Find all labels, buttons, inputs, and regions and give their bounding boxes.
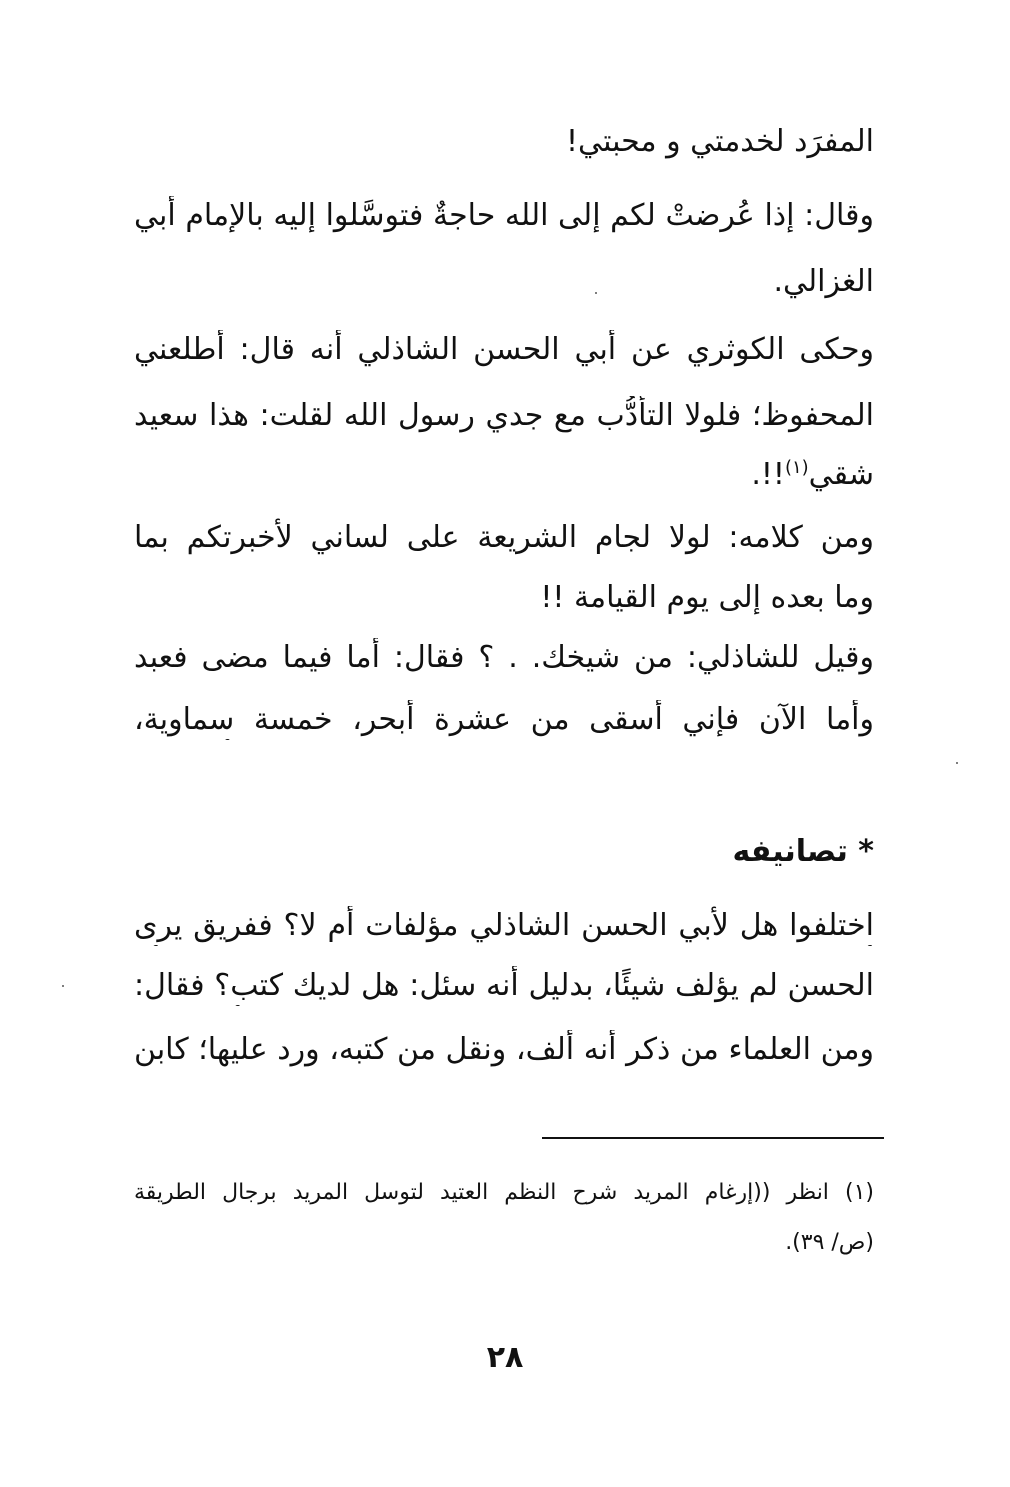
kalam-line-2: وما بعده إلى يوم القيامة !! <box>540 580 874 615</box>
section-line-3: ومن العلماء من ذكر أنه ألف، ونقل من كتبه، ورد عليها؛ كابن <box>134 1032 874 1067</box>
footnote-line-1: (١) انظر ((إرغام المريد شرح النظم العتيد لتوسل المريد برجال الطريقة <box>134 1180 874 1205</box>
footnote-divider <box>542 1137 884 1139</box>
text-line-8: وأما الآن فإني أُسقى من عشرة أبحر، خمسة سماوية، <box>134 702 874 737</box>
text-line-7: وقيل للشاذلي: من شيخك. . ؟ فقال: أما فيما مضى فعبد <box>134 640 874 675</box>
text-line-4: وحكى الكوثري عن أبي الحسن الشاذلي أنه قال: أطلعني <box>134 332 874 367</box>
footnote-line-2: (ص/ ٣٩). <box>785 1230 874 1255</box>
section-heading: * تصانيفه <box>732 834 874 869</box>
scan-speck <box>62 985 64 987</box>
text-line-2: وقال: إذا عُرضتْ لكم إلى الله حاجةٌ فتوسَّلوا إليه بالإمام أبي <box>134 198 874 233</box>
section-line-1: اختلفوا هل لأبي الحسن الشاذلي مؤلفات أم لا؟ ففريق يرى <box>134 908 874 943</box>
section-line-2: الحسن لم يؤلف شيئًا، بدليل أنه سئل: هل لديك كتب؟ فقال: <box>134 968 874 1003</box>
text-line-6-word: شقي <box>808 457 874 492</box>
kalam-line-1: ومن كلامه: لولا لجام الشريعة على لساني لأخبرتكم بما <box>134 520 874 555</box>
scan-speck <box>956 762 958 764</box>
scan-speck <box>595 292 597 294</box>
text-line-6 <box>134 448 874 495</box>
footnote-marker: (١) <box>784 457 809 478</box>
text-line-1: المفرَد لخدمتي و محبتي! <box>566 124 874 159</box>
text-line-5: المحفوظ؛ فلولا التأدُّب مع جدي رسول الله لقلت: هذا سعيد <box>134 398 874 433</box>
page-number: ٢٨ <box>486 1340 524 1375</box>
text-line-6-tail: !!. <box>751 457 785 492</box>
text-line-3: الغزالي. <box>773 264 874 299</box>
